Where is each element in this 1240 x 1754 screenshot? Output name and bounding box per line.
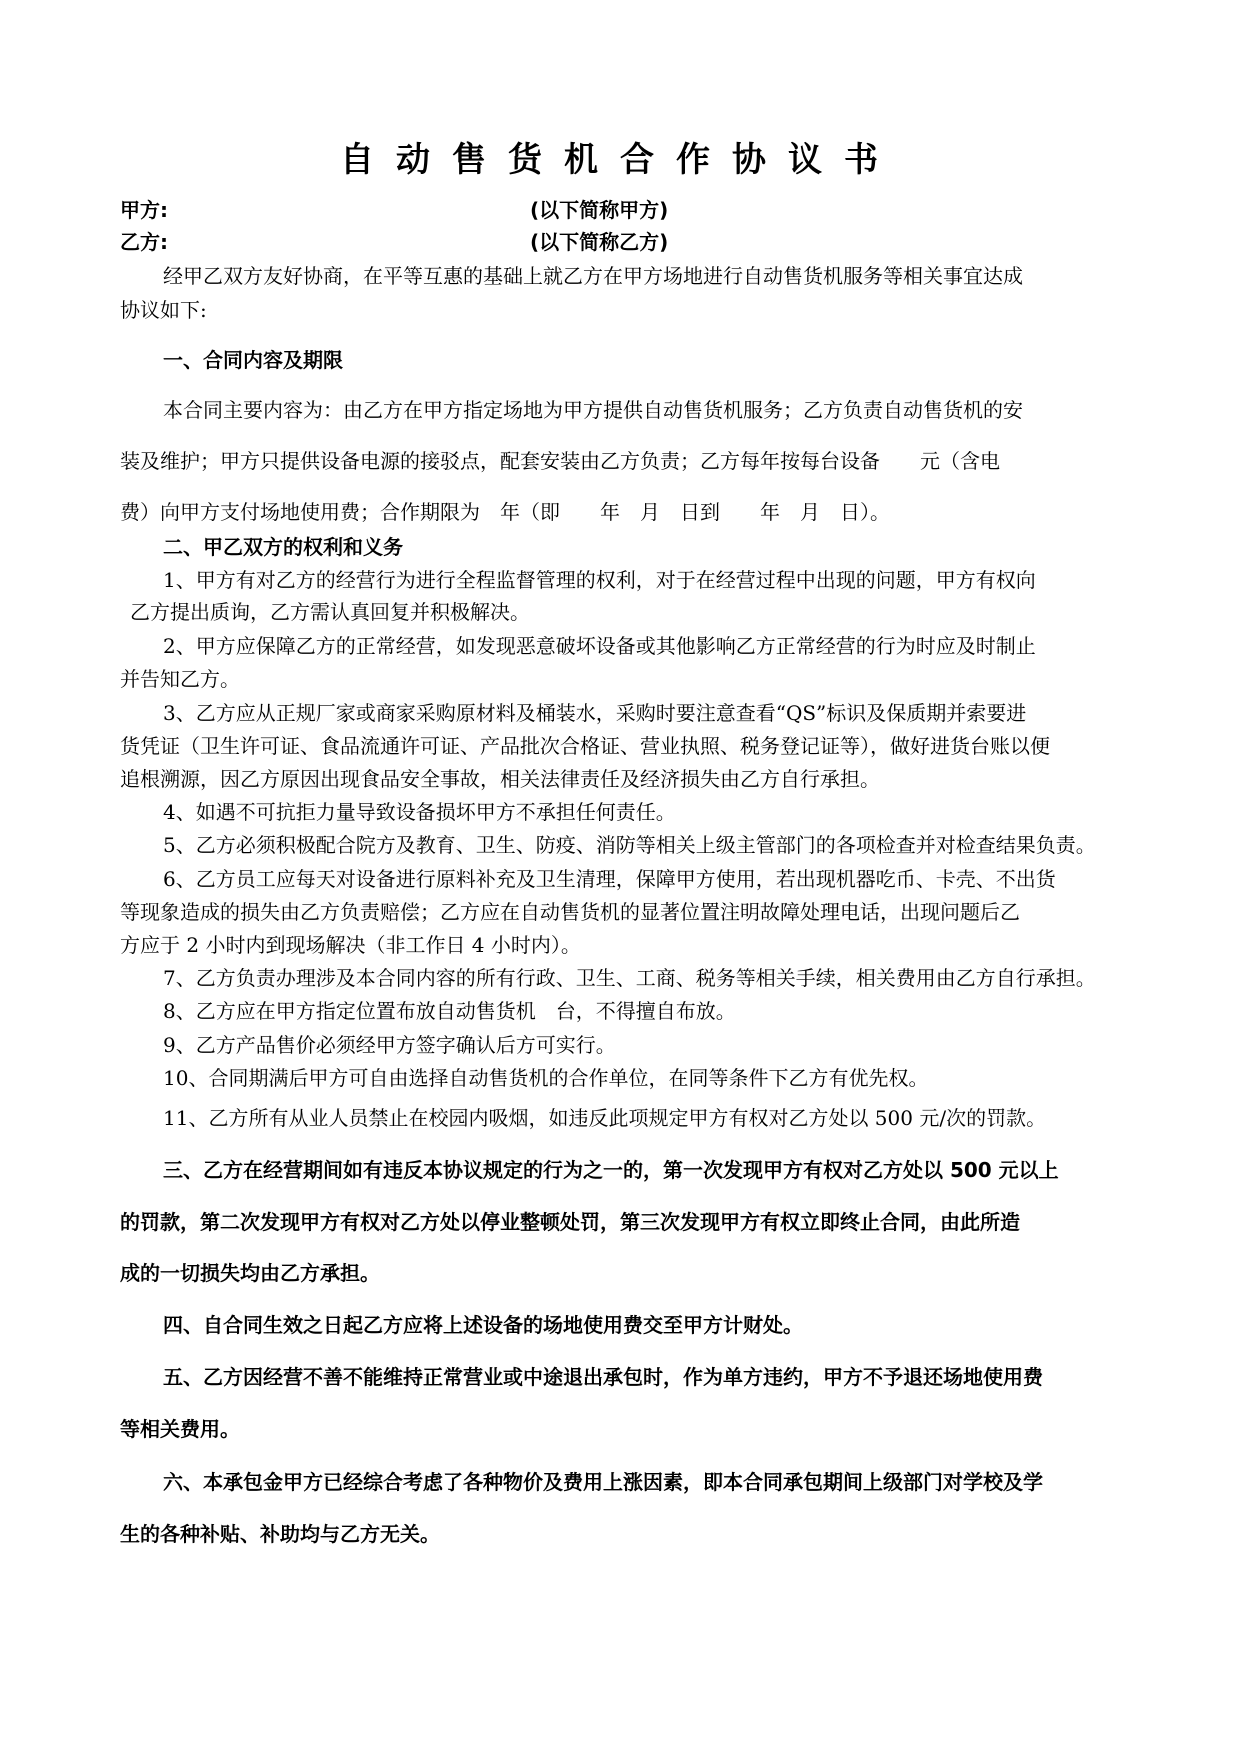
list-item-line: 追根溯源，因乙方原因出现食品安全事故，相关法律责任及经济损失由乙方自行承担。 (120, 767, 880, 791)
clause-line: 生的各种补贴、补助均与乙方无关。 (120, 1522, 440, 1546)
list-item-line: 4、如遇不可抗拒力量导致设备损坏甲方不承担任何责任。 (163, 800, 676, 824)
intro-line: 协议如下: (120, 298, 207, 322)
paragraph-line: 本合同主要内容为：由乙方在甲方指定场地为甲方提供自动售货机服务；乙方负责自动售货机的安 (163, 398, 1023, 422)
paragraph-line: 装及维护；甲方只提供设备电源的接驳点，配套安装由乙方负责；乙方每年按每台设备 元（含电 (120, 449, 1000, 473)
list-item-line: 8、乙方应在甲方指定位置布放自动售货机 台，不得擅自布放。 (163, 999, 736, 1023)
intro-line: 经甲乙双方友好协商，在平等互惠的基础上就乙方在甲方场地进行自动售货机服务等相关事宜达成 (163, 264, 1023, 288)
section-heading: 一、合同内容及期限 (163, 348, 343, 372)
section-heading: 二、甲乙双方的权利和义务 (163, 535, 403, 559)
list-item-line: 等现象造成的损失由乙方负责赔偿；乙方应在自动售货机的显著位置注明故障处理电话，出现问题后乙 (120, 900, 1020, 924)
clause-line: 的罚款，第二次发现甲方有权对乙方处以停业整顿处罚，第三次发现甲方有权立即终止合同，由此所造 (120, 1210, 1020, 1234)
document-title: 自动售货机合作协议书 (340, 140, 900, 180)
list-item-line: 乙方提出质询，乙方需认真回复并积极解决。 (130, 600, 530, 624)
list-item-line: 5、乙方必须积极配合院方及教育、卫生、防疫、消防等相关上级主管部门的各项检查并对检查结果负责。 (163, 833, 1096, 857)
paragraph-line: 费）向甲方支付场地使用费；合作期限为 年（即 年 月 日到 年 月 日）。 (120, 500, 890, 524)
clause-line: 五、乙方因经营不善不能维持正常营业或中途退出承包时，作为单方违约，甲方不予退还场地使用费 (163, 1365, 1043, 1389)
list-item-line: 货凭证（卫生许可证、食品流通许可证、产品批次合格证、营业执照、税务登记证等），做好进货台账以便 (120, 734, 1050, 758)
clause-line: 六、本承包金甲方已经综合考虑了各种物价及费用上涨因素，即本合同承包期间上级部门对学校及学 (163, 1470, 1043, 1494)
list-item-line: 7、乙方负责办理涉及本合同内容的所有行政、卫生、工商、税务等相关手续，相关费用由乙方自行承担。 (163, 966, 1096, 990)
list-item-line: 10、合同期满后甲方可自由选择自动售货机的合作单位，在同等条件下乙方有优先权。 (163, 1066, 929, 1090)
list-item-line: 9、乙方产品售价必须经甲方签字确认后方可实行。 (163, 1033, 616, 1057)
list-item-line: 1、甲方有对乙方的经营行为进行全程监督管理的权利，对于在经营过程中出现的问题，甲方有权向 (163, 568, 1036, 592)
list-item-line: 6、乙方员工应每天对设备进行原料补充及卫生清理，保障甲方使用，若出现机器吃币、卡壳、不出货 (163, 867, 1056, 891)
party-b-label: 乙方: (120, 230, 168, 254)
clause-line: 四、自合同生效之日起乙方应将上述设备的场地使用费交至甲方计财处。 (163, 1313, 803, 1337)
list-item-line: 并告知乙方。 (120, 667, 240, 691)
list-item-line: 2、甲方应保障乙方的正常经营，如发现恶意破坏设备或其他影响乙方正常经营的行为时应及时制止 (163, 634, 1036, 658)
list-item-line: 方应于 2 小时内到现场解决（非工作日 4 小时内）。 (120, 933, 581, 957)
party-a-label: 甲方: (120, 198, 168, 222)
clause-line: 成的一切损失均由乙方承担。 (120, 1261, 380, 1285)
party-b-note: (以下简称乙方) (530, 230, 669, 254)
list-item-line: 3、乙方应从正规厂家或商家采购原材料及桶装水，采购时要注意查看“QS”标识及保质期并索要进 (163, 701, 1027, 725)
clause-line: 等相关费用。 (120, 1417, 240, 1441)
list-item-line: 11、乙方所有从业人员禁止在校园内吸烟，如违反此项规定甲方有权对乙方处以 500 元/次的罚款。 (163, 1106, 1047, 1130)
party-a-note: (以下简称甲方) (530, 198, 669, 222)
clause-line: 三、乙方在经营期间如有违反本协议规定的行为之一的，第一次发现甲方有权对乙方处以 500 元以上 (163, 1158, 1059, 1182)
